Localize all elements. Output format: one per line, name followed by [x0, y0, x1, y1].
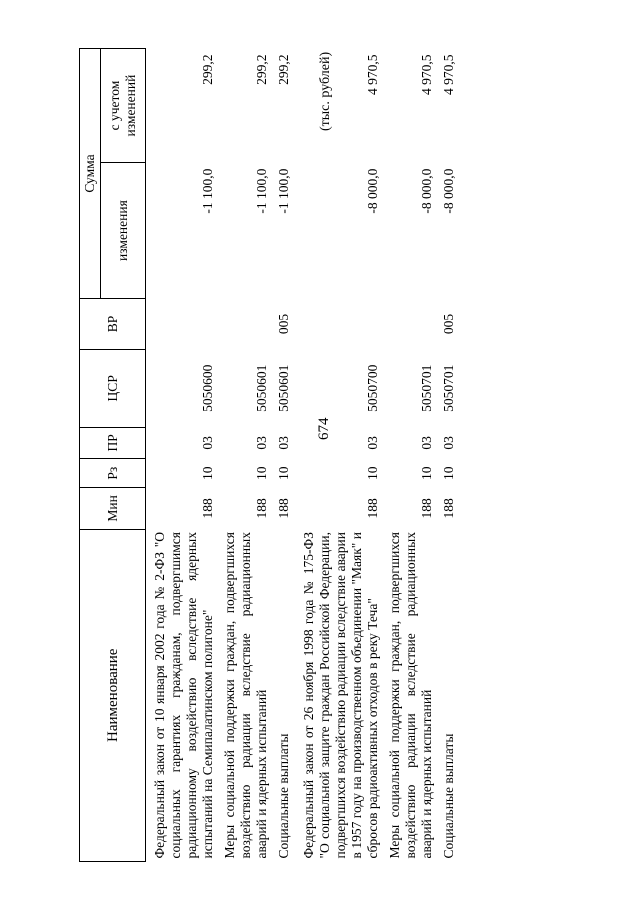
row-min: 188 — [441, 498, 456, 519]
row-pr: 03 — [441, 436, 456, 450]
row-change: -8 000,0 — [441, 168, 456, 214]
row-pr: 03 — [419, 436, 434, 450]
header-csr: ЦСР — [80, 349, 146, 427]
row-csr: 5050600 — [200, 364, 215, 412]
header-izmeneniya: изменения — [101, 163, 146, 299]
row-csr: 5050601 — [276, 364, 291, 412]
row-name: Федеральный закон от 10 января 2002 года № 2-ФЗ "О социальных гарантиях гражданам, подвергшимся радиационному воздействию вследствие ядерных испытаний на Семипалатинском полигоне" — [152, 532, 215, 859]
header-s-uchetom: с учетом изменений — [101, 49, 146, 163]
row-total: 299,2 — [254, 54, 269, 85]
row-csr: 5050701 — [441, 364, 456, 412]
units-caption: (тыс. рублей) — [318, 51, 333, 131]
page-number: 674 — [316, 417, 332, 440]
row-name: Социальные выплаты — [276, 733, 291, 859]
row-csr: 5050601 — [254, 364, 269, 412]
row-csr: 5050701 — [419, 364, 434, 412]
row-total: 299,2 — [276, 54, 291, 85]
row-vr — [146, 299, 220, 350]
table-row — [146, 49, 220, 862]
table-body — [146, 49, 461, 862]
row-rz: 10 — [200, 466, 215, 480]
header-pr: ПР — [80, 427, 146, 459]
row-vr — [384, 299, 438, 350]
header-vr: ВР — [80, 299, 146, 350]
row-total: 4 970,5 — [441, 54, 456, 95]
row-vr — [219, 299, 273, 350]
row-total: 299,2 — [200, 54, 215, 85]
row-min: 188 — [254, 498, 269, 519]
table-row — [295, 49, 384, 862]
row-change: -1 100,0 — [200, 168, 215, 214]
header-min: Мин — [80, 488, 146, 529]
row-rz: 10 — [419, 466, 434, 480]
row-pr: 03 — [200, 436, 215, 450]
table-row — [273, 49, 295, 862]
row-name: Федеральный закон от 26 ноября 1998 года № 175-ФЗ "О социальной защите граждан Российской Федерации, подвергшихся воздействию радиации вследствие аварии в 1957 году на производственном объединении "Маяк" и сбросов радиоактивных отходов в реку Теча" — [301, 532, 380, 859]
row-name: Социальные выплаты — [441, 733, 456, 859]
table-row — [219, 49, 273, 862]
row-change: -8 000,0 — [365, 168, 380, 214]
row-rz: 10 — [254, 466, 269, 480]
row-min: 188 — [419, 498, 434, 519]
table-row — [384, 49, 438, 862]
row-total: 4 970,5 — [365, 54, 380, 95]
header-name: Наименование — [80, 529, 146, 861]
header-summa: Сумма — [80, 49, 101, 299]
row-vr — [295, 299, 384, 350]
row-name: Меры социальной поддержки граждан, подвергшихся воздействию радиации вследствие радиационных аварий и ядерных испытаний — [387, 532, 434, 859]
row-pr: 03 — [276, 436, 291, 450]
row-change: -1 100,0 — [276, 168, 291, 214]
row-vr: 005 — [441, 313, 456, 335]
row-rz: 10 — [365, 466, 380, 480]
row-min: 188 — [200, 498, 215, 519]
row-min: 188 — [276, 498, 291, 519]
row-min: 188 — [365, 498, 380, 519]
row-rz: 10 — [441, 466, 456, 480]
table-row — [438, 49, 460, 862]
rotated-page — [79, 48, 559, 862]
row-pr: 03 — [254, 436, 269, 450]
row-change: -8 000,0 — [419, 168, 434, 214]
row-pr: 03 — [365, 436, 380, 450]
row-vr: 005 — [276, 313, 291, 335]
row-change: -1 100,0 — [254, 168, 269, 214]
budget-table — [79, 48, 460, 862]
header-rz: Рз — [80, 459, 146, 488]
row-csr: 5050700 — [365, 364, 380, 412]
row-rz: 10 — [276, 466, 291, 480]
row-total: 4 970,5 — [419, 54, 434, 95]
row-name: Меры социальной поддержки граждан, подвергшихся воздействию радиации вследствие радиационных аварий и ядерных испытаний — [222, 532, 269, 859]
